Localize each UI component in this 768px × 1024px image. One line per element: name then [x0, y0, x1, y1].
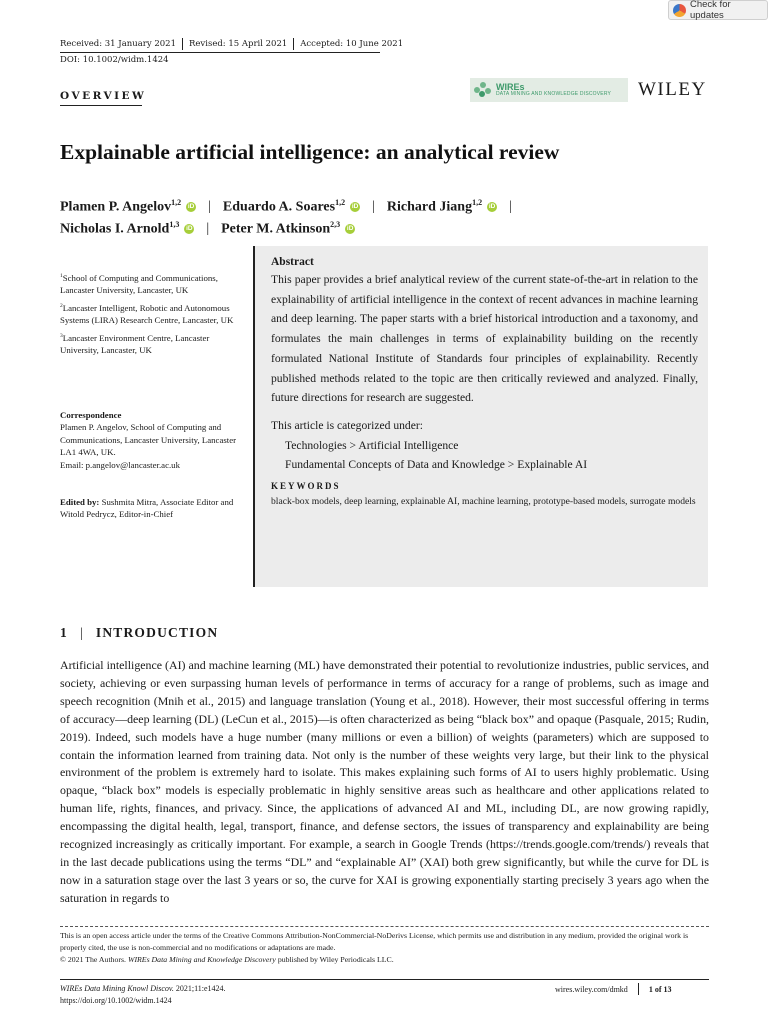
footer-doi-link[interactable]: https://doi.org/10.1002/widm.1424 [60, 996, 172, 1005]
correspondence [60, 409, 240, 471]
license-text: This is an open access article under the terms of the Creative Commons Attribution-NonCommercial-NoDerivs License, which permits use and distribution in any medium, provided the original work is properly cited, the use is non-commercial and no modifications or adaptations are made. [60, 931, 689, 953]
affiliation: $^3$Lancaster Environment Centre, Lancaster University, Lancaster, UK [60, 332, 210, 356]
orcid-icon[interactable]: iD [351, 202, 359, 210]
footer-divider [638, 983, 639, 995]
header-rule [60, 52, 380, 53]
journal-website-link[interactable]: wires.wiley.com/dmkd [555, 984, 628, 994]
section-heading: 1 | INTRODUCTION [60, 625, 219, 640]
correspondence-email[interactable]: Email: p.angelov@lancaster.ac.uk [60, 459, 180, 470]
affiliation: $^1$School of Computing and Communications, Lancaster University, Lancaster, UK [60, 273, 218, 296]
abstract-box [253, 246, 708, 587]
edited-by-label: Edited by: [60, 497, 100, 507]
footer-citation [60, 983, 226, 1007]
author-name[interactable]: Richard Jiang$^{1,2}$ [386, 198, 483, 215]
categories-heading: This article is categorized under: [271, 418, 423, 432]
edited-by [60, 496, 240, 521]
citation-volume: 2021;11:e1424. [175, 984, 226, 993]
keywords-heading: KEYWORDS [271, 481, 341, 492]
citation-journal: WIREs Data Mining Knowl Discov. [60, 984, 174, 993]
author-line-2: Nicholas I. Arnold$^{1,3}$ iD | Peter M. Atkinson$^{2,3}$ iD [60, 220, 354, 237]
section-number: 1 [60, 625, 68, 640]
accepted-date: Accepted: 10 June 2021 [300, 39, 404, 49]
journal-logo [470, 78, 628, 102]
footer-right [555, 983, 671, 995]
orcid-icon[interactable]: iD [488, 202, 496, 210]
check-for-updates-label: Check for updates [689, 0, 731, 21]
revised-date: Revised: 15 April 2021 [189, 39, 288, 49]
license-divider [60, 926, 709, 927]
header-divider [293, 38, 294, 50]
category-item[interactable]: Fundamental Concepts of Data and Knowledge > Explainable AI [285, 458, 588, 472]
author-line-1: Plamen P. Angelov$^{1,2}$ iD | Eduardo A. Soares$^{1,2}$ iD | Richard Jiang$^{1,2}$ iD | [60, 198, 512, 215]
journal-logo-name: WIREs [496, 82, 525, 92]
affiliation: $^2$Lancaster Intelligent, Robotic and Autonomous Systems (LIRA) Research Centre, Lancaster, UK [60, 302, 234, 326]
affiliations [60, 272, 240, 362]
journal-logo-subtitle: DATA MINING AND KNOWLEDGE DISCOVERY [496, 91, 612, 97]
check-for-updates-icon [673, 4, 686, 17]
article-type-rule [60, 105, 142, 106]
article-doi: DOI: 10.1002/widm.1424 [60, 55, 169, 65]
author-name[interactable]: Peter M. Atkinson$^{2,3}$ [221, 220, 341, 237]
section-title: INTRODUCTION [95, 625, 219, 640]
check-for-updates-button[interactable] [668, 0, 768, 20]
correspondence-heading: Correspondence [60, 410, 122, 420]
footer-rule [60, 979, 709, 980]
orcid-icon[interactable]: iD [187, 202, 195, 210]
correspondence-text: Plamen P. Angelov, School of Computing and Communications, Lancaster University, Lancaster LA1 4WA, UK. [60, 422, 237, 458]
license-note [60, 930, 709, 966]
publisher-logo: WILEY [638, 79, 707, 100]
edited-by-text: Sushmita Mitra, Associate Editor and Witold Pedrycz, Editor-in-Chief [60, 497, 234, 520]
article-history [60, 38, 403, 50]
category-item[interactable]: Technologies > Artificial Intelligence [285, 438, 459, 452]
orcid-icon[interactable]: iD [186, 224, 193, 232]
author-name[interactable]: Nicholas I. Arnold$^{1,3}$ [60, 220, 180, 237]
introduction-paragraph: Artificial intelligence (AI) and machine learning (ML) have demonstrated their potential to revolutionize industries, public services, and society, achieving or even surpassing human levels of performance in terms of accuracy for a range of problems, such as image and speech recognition (Mnih et al., 2015) and language translation (Young et al., 2018). However, their most successful offering in terms of accuracy—deep learning (DL) (LeCun et al., 2015)—is often characterized as being “black box” and opaque (Pasquale, 2015; Rudin, 2019). Indeed, such models have a huge number (many millions or even a billion) of weights (parameters) which are supposed to contain the information learned from training data. Not only is the number of these weights very large, but their link to the physical environment of the problem is extremely hard to isolate. This makes explaining such forms of AI to users highly problematic. Using opaque, “black box” models is especially problematic in highly sensitive areas such as healthcare and other applications related to human life, rights, finances, and privacy. Since, the applications of advanced AI and ML, including DL, are now growing rapidly, encompassing the digital health, legal, transport, finance, and defense sectors, the issues of transparency and explainability are being recognized increasingly as critically important. For example, a search in Google Trends (https://trends.google.com/trends/) reveals that in the last decade publications using the terms “DL” and “explainable AI” (XAI) both grew significantly, but while the curve for DL is now in a saturation stage over the last 3 years or so, the curve for XAI is growing exponentially starting precisely 3 years ago when the saturation in regards to [60, 658, 709, 905]
wires-logo-icon [474, 82, 492, 98]
abstract-heading: Abstract [271, 256, 314, 268]
keywords-text: black-box models, deep learning, explainable AI, machine learning, prototype-based models, surrogate models [271, 496, 696, 508]
author-name[interactable]: Eduardo A. Soares$^{1,2}$ [222, 198, 346, 215]
article-type-label: OVERVIEW [60, 90, 147, 102]
abstract-text: This paper provides a brief analytical review of the current state-of-the-art in relation to the explainability of artificial intelligence in the context of recent advances in machine learning and deep learning. The paper starts with a brief historical introduction and a taxonomy, and formulates the main challenges in terms of explainability building on the recently formulated National Institute of Standards four principles of explainability. Recently published methods related to the topic are then critically reviewed and analyzed. Finally, future directions for research are suggested. [271, 273, 698, 405]
page-number: 1 of 13 [648, 984, 672, 994]
received-date: Received: 31 January 2021 [60, 39, 176, 49]
paper-title: Explainable artificial intelligence: an analytical review [60, 140, 560, 164]
copyright-line: © 2021 The Authors. WIREs Data Mining and Knowledge Discovery published by Wiley Periodicals LLC. [60, 955, 394, 965]
author-name[interactable]: Plamen P. Angelov$^{1,2}$ [60, 198, 182, 215]
header-divider [182, 38, 183, 50]
orcid-icon[interactable]: iD [346, 224, 354, 232]
